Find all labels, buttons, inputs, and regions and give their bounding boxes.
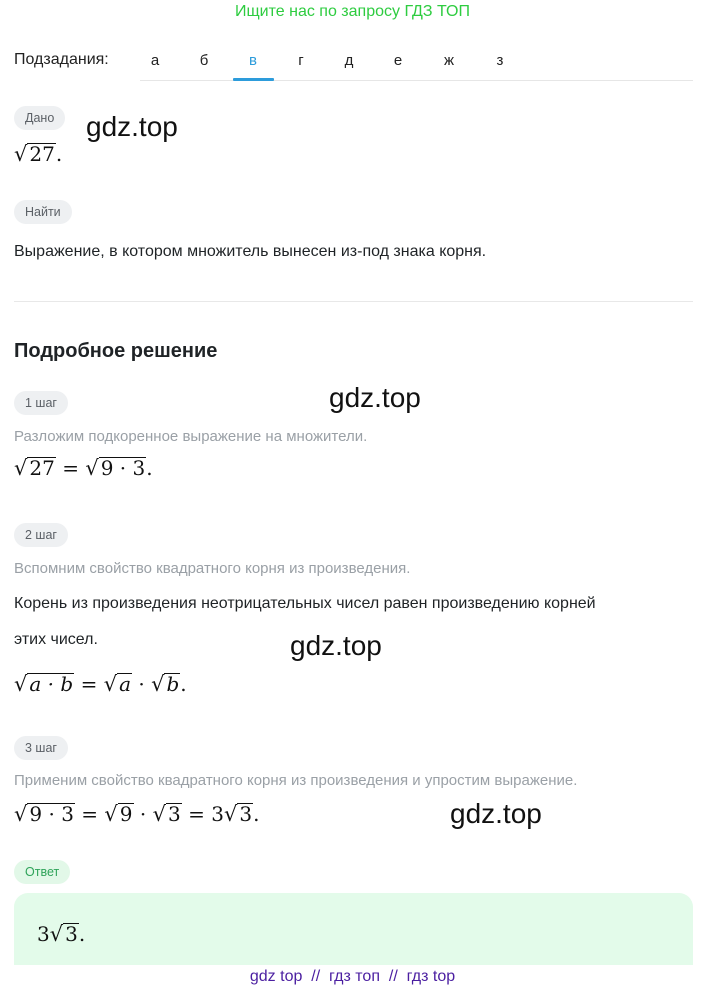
- step-2-badge-label: 2 шаг: [14, 523, 68, 547]
- answer-badge: [14, 860, 70, 884]
- step-2-text-line-1: Корень из произведения неотрицательных чисел равен произведению корней: [14, 595, 596, 612]
- find-badge-label: Найти: [14, 200, 72, 224]
- tab-subtask-d[interactable]: д: [344, 52, 354, 69]
- find-badge: [14, 200, 72, 224]
- solution-heading: Подробное решение: [14, 340, 218, 362]
- given-badge-label: Дано: [14, 106, 65, 130]
- step-2-badge: [14, 523, 68, 547]
- tab-subtask-z[interactable]: з: [496, 52, 504, 69]
- answer-box: [14, 893, 693, 965]
- given-expression: [14, 142, 62, 166]
- subtasks-label: Подзадания:: [14, 51, 109, 68]
- sqrt-icon: √: [85, 456, 99, 480]
- watermark: gdz.top: [290, 630, 382, 661]
- footer-links: gdz top // гдз топ // гдз top: [249, 968, 456, 985]
- given-radicand: 27: [29, 142, 55, 166]
- sqrt-icon: √: [14, 142, 28, 166]
- answer-badge-label: Ответ: [14, 860, 70, 884]
- sqrt-icon: √: [223, 802, 238, 826]
- find-text: Выражение, в котором множитель вынесен из-под знака корня.: [14, 243, 487, 260]
- step-2-expression: √ a · b = √ a · √ b.: [14, 672, 187, 696]
- sqrt-icon: √: [14, 802, 28, 826]
- watermark: gdz.top: [450, 798, 542, 829]
- search-banner: Ищите нас по запросу ГДЗ ТОП: [235, 3, 470, 20]
- answer-expression: 3√ 3.: [37, 922, 86, 946]
- given-badge: [14, 106, 65, 130]
- watermark: gdz.top: [86, 111, 178, 142]
- tab-subtask-v[interactable]: в: [249, 52, 257, 69]
- step-1-badge: [14, 391, 68, 415]
- tab-subtask-b[interactable]: б: [199, 52, 209, 69]
- watermark: gdz.top: [329, 382, 421, 413]
- step-3-badge-label: 3 шаг: [14, 736, 68, 760]
- sqrt-icon: √: [49, 922, 64, 946]
- sqrt-icon: √: [151, 672, 165, 696]
- step-1-hint: Разложим подкоренное выражение на множители.: [14, 428, 368, 445]
- sqrt-icon: √: [14, 456, 28, 480]
- step-1-expression: √ 27 = √ 9 · 3.: [14, 456, 153, 480]
- tab-subtask-e[interactable]: е: [393, 52, 403, 69]
- tab-subtask-a[interactable]: а: [150, 52, 160, 69]
- step-2-hint: Вспомним свойство квадратного корня из произведения.: [14, 560, 411, 577]
- sqrt-icon: √: [152, 802, 166, 826]
- active-tab-indicator: [233, 78, 274, 81]
- step-1-badge-label: 1 шаг: [14, 391, 68, 415]
- given-period: .: [55, 142, 63, 166]
- sqrt-icon: √: [14, 672, 28, 696]
- step-3-badge: [14, 736, 68, 760]
- sqrt-icon: √: [103, 672, 118, 696]
- sqrt-icon: √: [104, 802, 118, 826]
- tab-subtask-g[interactable]: г: [298, 52, 304, 69]
- step-3-expression: √ 9 · 3 = √ 9 · √ 3 = 3√ 3.: [14, 802, 260, 826]
- step-2-text-line-2: этих чисел.: [14, 631, 98, 648]
- step-3-hint: Применим свойство квадратного корня из произведения и упростим выражение.: [14, 772, 578, 789]
- section-divider: [14, 301, 693, 302]
- tabs-divider: [140, 80, 693, 81]
- tab-subtask-zh[interactable]: ж: [443, 52, 455, 69]
